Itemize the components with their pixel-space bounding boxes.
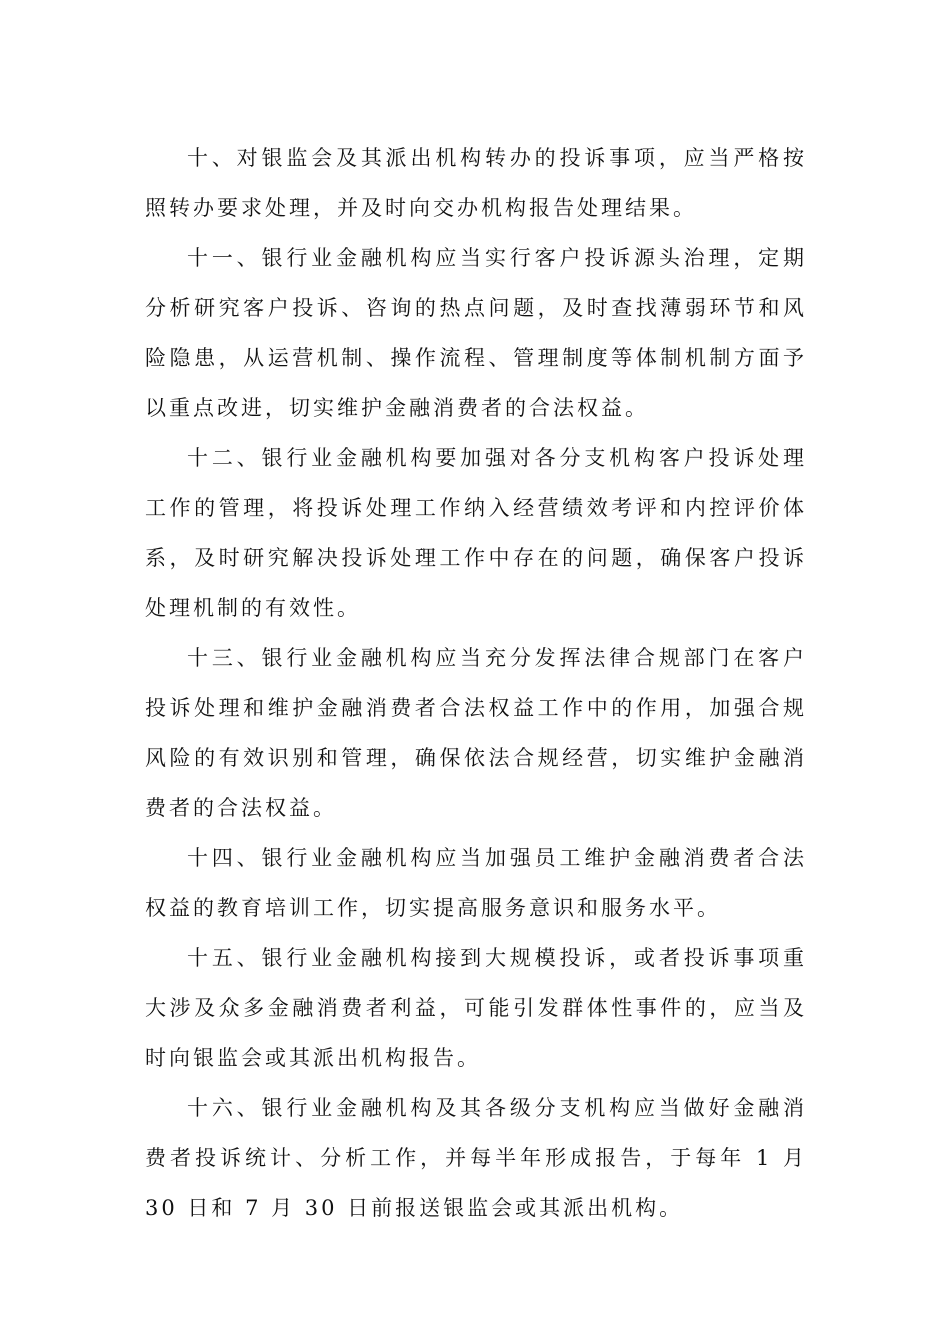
paragraph-12: 十二、银行业金融机构要加强对各分支机构客户投诉处理工作的管理，将投诉处理工作纳入经营绩效考评和内控评价体系，及时研究解决投诉处理工作中存在的问题，确保客户投诉处理机制的有效性。 <box>145 446 807 620</box>
paragraph-10: 十、对银监会及其派出机构转办的投诉事项，应当严格按照转办要求处理，并及时向交办机构报告处理结果。 <box>145 146 807 220</box>
paragraph-14: 十四、银行业金融机构应当加强员工维护金融消费者合法权益的教育培训工作，切实提高服务意识和服务水平。 <box>145 846 807 920</box>
paragraph-13: 十三、银行业金融机构应当充分发挥法律合规部门在客户投诉处理和维护金融消费者合法权益工作中的作用，加强合规风险的有效识别和管理，确保依法合规经营，切实维护金融消费者的合法权益。 <box>145 646 807 820</box>
paragraph-15: 十五、银行业金融机构接到大规模投诉，或者投诉事项重大涉及众多金融消费者利益，可能引发群体性事件的，应当及时向银监会或其派出机构报告。 <box>145 946 807 1070</box>
paragraph-16: 十六、银行业金融机构及其各级分支机构应当做好金融消费者投诉统计、分析工作，并每半年形成报告，于每年 1 月 30 日和 7 月 30 日前报送银监会或其派出机构。 <box>145 1096 807 1220</box>
document-body <box>145 133 807 1233</box>
paragraph-11: 十一、银行业金融机构应当实行客户投诉源头治理，定期分析研究客户投诉、咨询的热点问题，及时查找薄弱环节和风险隐患，从运营机制、操作流程、管理制度等体制机制方面予以重点改进，切实维护金融消费者的合法权益。 <box>145 246 807 420</box>
